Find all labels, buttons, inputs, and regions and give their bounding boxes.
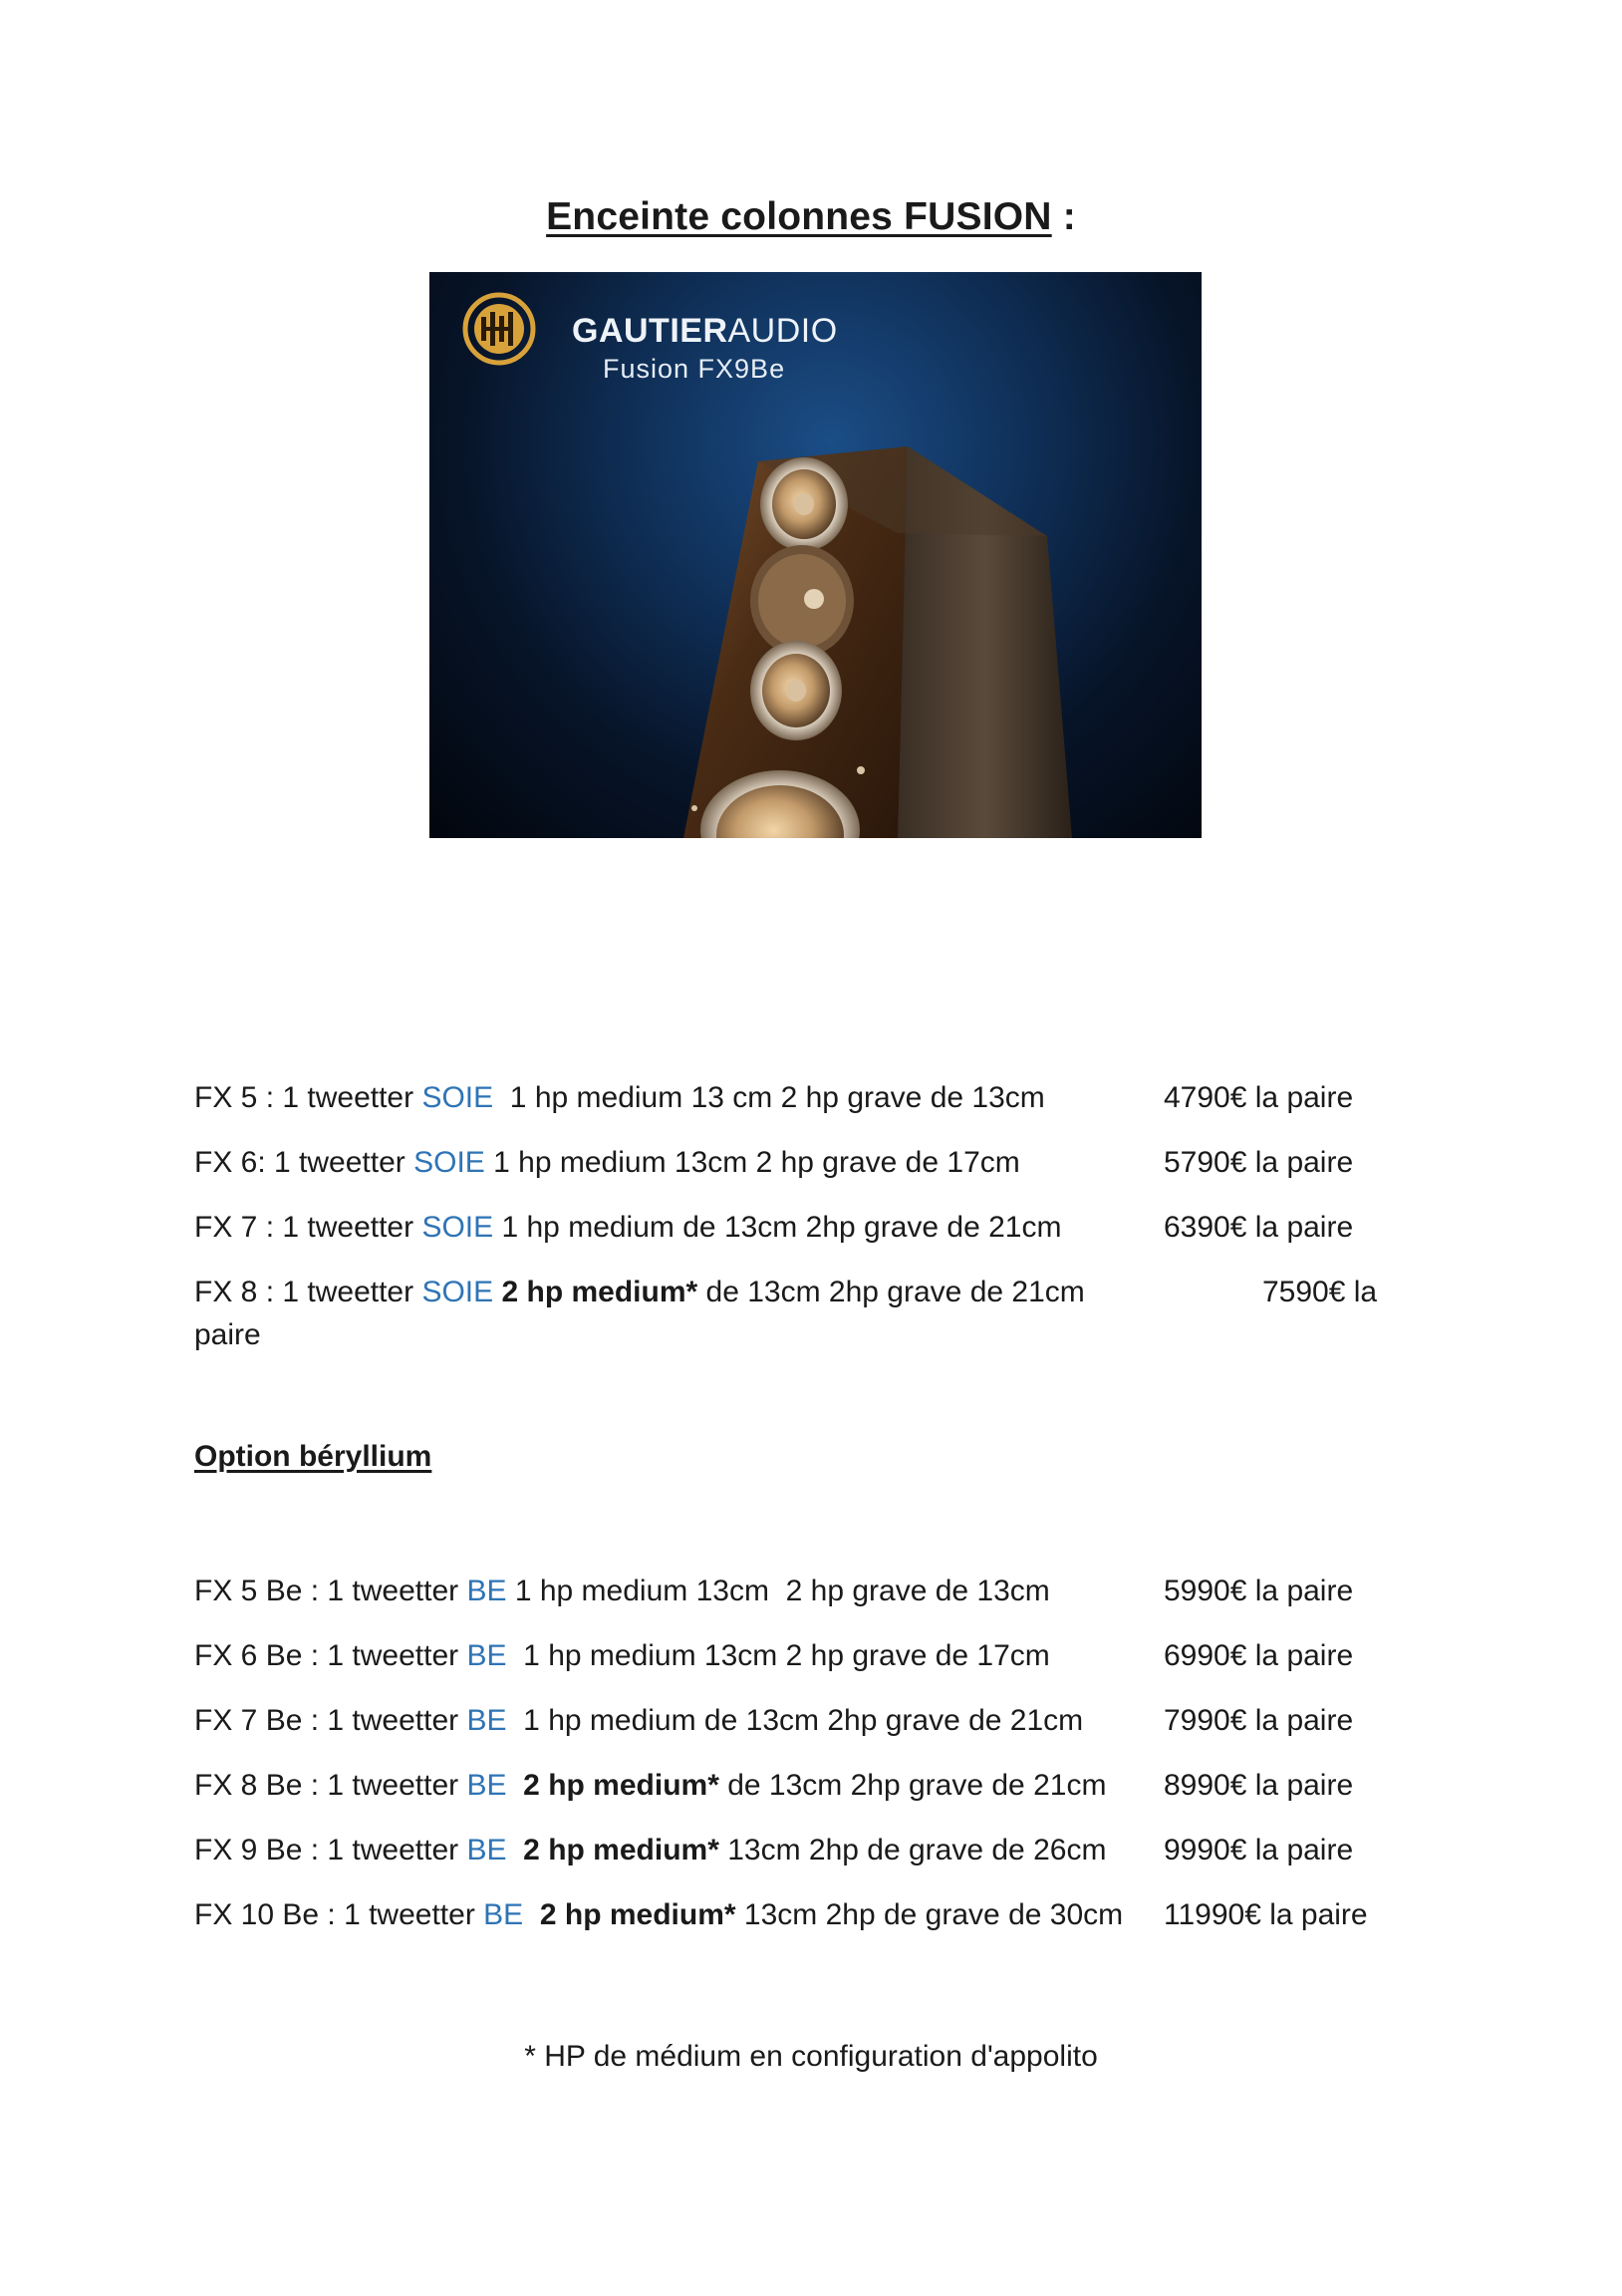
gautieraudio-logo-icon — [465, 295, 533, 363]
brand-name: GAUTIERAUDIO — [572, 312, 838, 350]
page-title-text: Enceinte colonnes FUSION — [546, 195, 1052, 238]
tweeter-type: BE — [466, 1704, 507, 1737]
tweeter-type: SOIE — [421, 1211, 494, 1244]
price-fx8: 7590€ la — [1262, 1276, 1378, 1308]
footnote: * HP de médium en configuration d'appolito — [524, 2040, 1098, 2073]
tweeter-type: SOIE — [413, 1146, 485, 1179]
price-fx5-be: 5990€ la paire — [1164, 1575, 1354, 1607]
price-fx8-continuation: paire — [194, 1318, 261, 1351]
price-fx7: 6390€ la paire — [1164, 1211, 1354, 1244]
model-name: Fusion FX9Be — [603, 354, 786, 384]
speaker-illustration — [429, 272, 1202, 838]
tweeter-type: SOIE — [421, 1081, 494, 1114]
tweeter-type: BE — [466, 1639, 507, 1672]
tweeter-type: BE — [483, 1898, 524, 1931]
tweeter-type: BE — [466, 1769, 507, 1802]
product-row-fx8: FX 8 : 1 tweetter SOIE 2 hp medium* de 13cm 2hp grave de 21cm — [194, 1276, 1085, 1308]
product-row-fx5: FX 5 : 1 tweetter SOIE 1 hp medium 13 cm 2 hp grave de 13cm — [194, 1081, 1045, 1114]
tweeter-type: SOIE — [421, 1276, 494, 1308]
price-fx5: 4790€ la paire — [1164, 1081, 1354, 1114]
product-row-fx5-be: FX 5 Be : 1 tweetter BE 1 hp medium 13cm 2 hp grave de 13cm — [194, 1575, 1050, 1607]
product-row-fx6: FX 6: 1 tweetter SOIE 1 hp medium 13cm 2 hp grave de 17cm — [194, 1146, 1020, 1179]
section-heading-beryllium: Option béryllium — [194, 1440, 432, 1473]
product-row-fx10-be: FX 10 Be : 1 tweetter BE 2 hp medium* 13cm 2hp de grave de 30cm — [194, 1898, 1124, 1931]
price-fx9-be: 9990€ la paire — [1164, 1834, 1354, 1866]
product-row-fx9-be: FX 9 Be : 1 tweetter BE 2 hp medium* 13cm 2hp de grave de 26cm — [194, 1834, 1107, 1866]
product-row-fx7: FX 7 : 1 tweetter SOIE 1 hp medium de 13cm 2hp grave de 21cm — [194, 1211, 1062, 1244]
price-fx6: 5790€ la paire — [1164, 1146, 1354, 1179]
page-title — [0, 195, 1622, 239]
page-title-suffix: : — [1051, 195, 1076, 238]
product-photo — [429, 272, 1202, 838]
product-row-fx6-be: FX 6 Be : 1 tweetter BE 1 hp medium 13cm 2 hp grave de 17cm — [194, 1639, 1050, 1672]
tweeter-type: BE — [466, 1834, 507, 1866]
price-fx8-be: 8990€ la paire — [1164, 1769, 1354, 1802]
product-row-fx7-be: FX 7 Be : 1 tweetter BE 1 hp medium de 13cm 2hp grave de 21cm — [194, 1704, 1084, 1737]
price-fx7-be: 7990€ la paire — [1164, 1704, 1354, 1737]
price-fx10-be: 11990€ la paire — [1164, 1898, 1368, 1931]
tweeter-type: BE — [466, 1575, 507, 1607]
product-row-fx8-be: FX 8 Be : 1 tweetter BE 2 hp medium* de 13cm 2hp grave de 21cm — [194, 1769, 1107, 1802]
price-fx6-be: 6990€ la paire — [1164, 1639, 1354, 1672]
